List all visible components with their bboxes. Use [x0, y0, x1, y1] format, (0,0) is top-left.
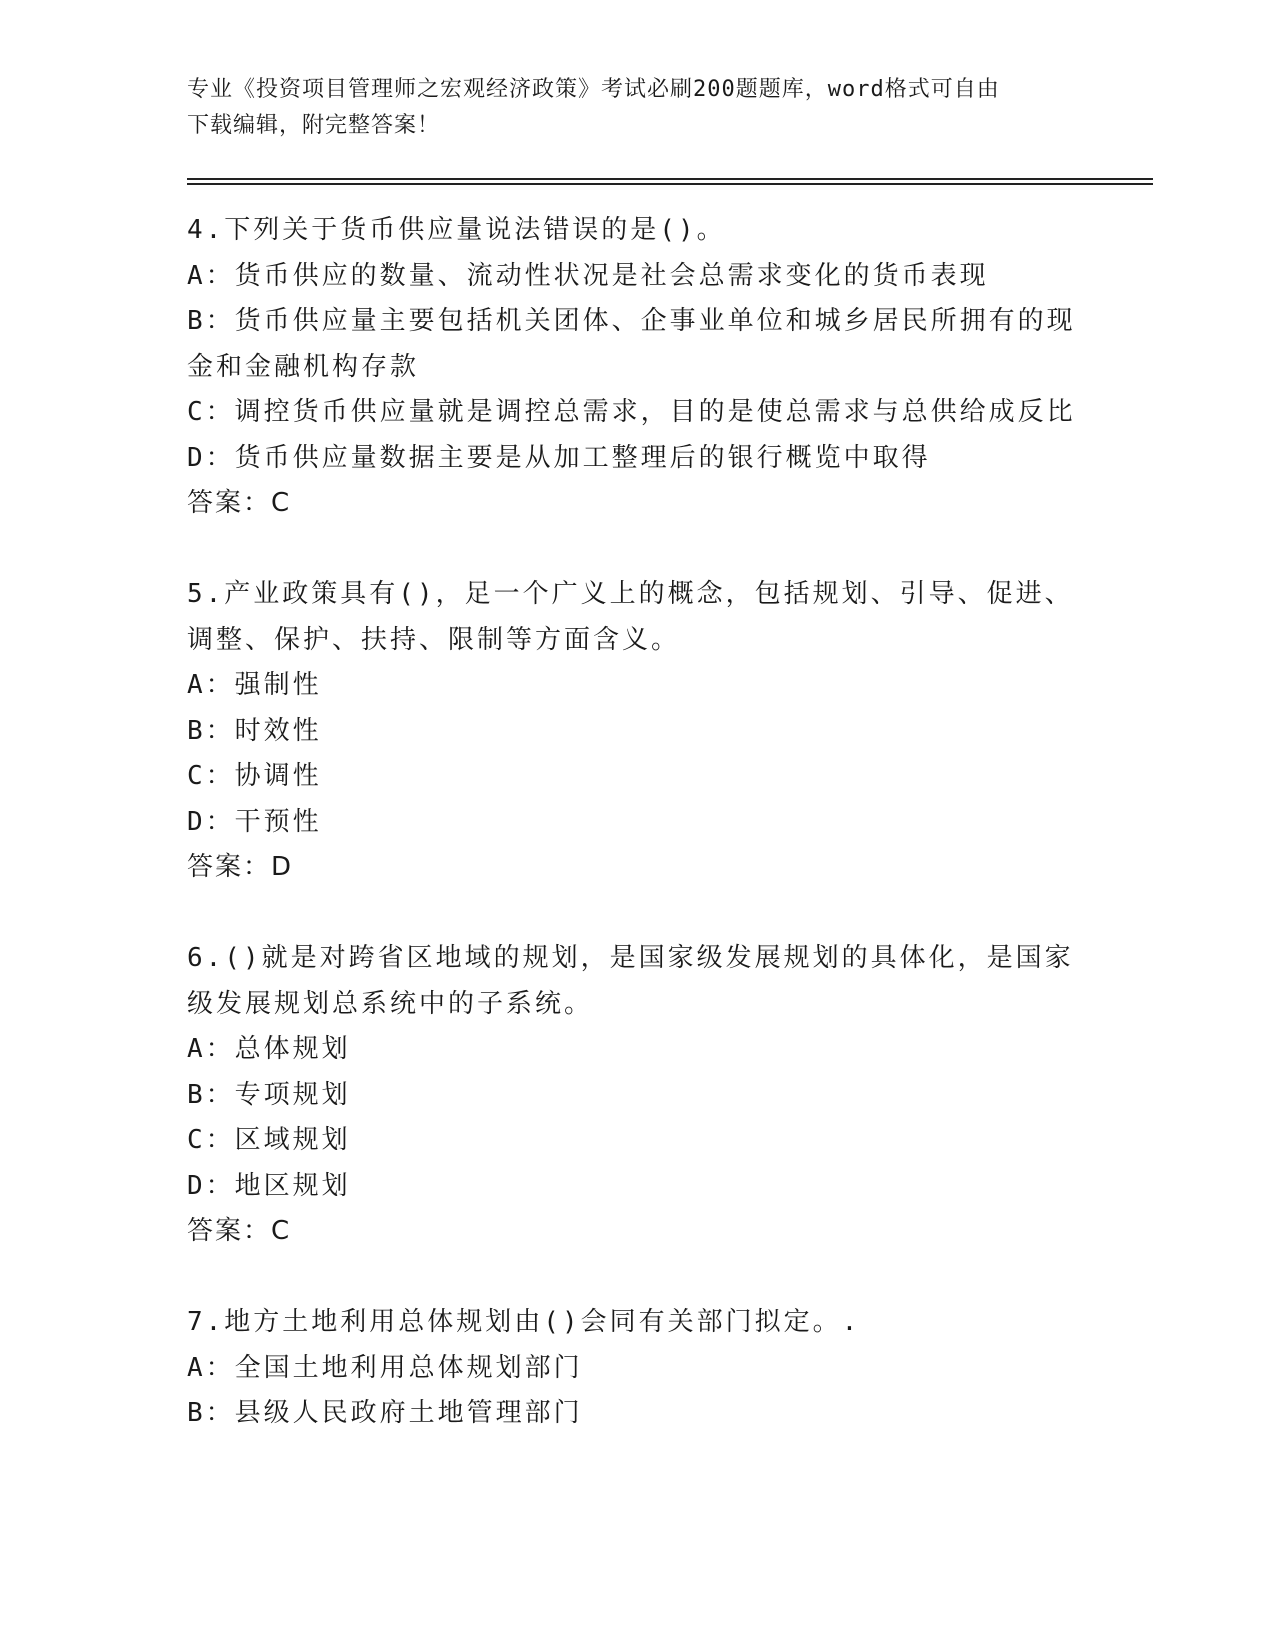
option-a: A：强制性 [187, 670, 322, 700]
option-c: C：协调性 [187, 761, 322, 791]
option-a: A：全国土地利用总体规划部门 [187, 1352, 583, 1383]
question-stem: 4.下列关于货币供应量说法错误的是()。 [187, 215, 726, 245]
question-4 [187, 208, 1087, 527]
question-7 [187, 1300, 1087, 1437]
question-list [187, 208, 1087, 1482]
header-divider-top [187, 178, 1153, 180]
option-a: A：总体规划 [187, 1034, 351, 1064]
option-c: C：区域规划 [187, 1125, 351, 1155]
option-d: D：干预性 [187, 806, 322, 837]
option-b: B：专项规划 [187, 1079, 351, 1110]
document-header [187, 72, 1087, 144]
question-stem-continued: 级发展规划总系统中的子系统。 [187, 988, 594, 1019]
question-stem: 7.地方土地利用总体规划由()会同有关部门拟定。. [187, 1307, 861, 1337]
answer: 答案：C [187, 1216, 292, 1246]
option-d: D：货币供应量数据主要是从加工整理后的银行概览中取得 [187, 442, 931, 473]
option-b: B：县级人民政府土地管理部门 [187, 1398, 583, 1428]
header-line-1: 专业《投资项目管理师之宏观经济政策》考试必刷200题题库，word格式可自由 [187, 77, 1000, 102]
option-b: B：时效性 [187, 715, 322, 746]
option-b-continued: 金和金融机构存款 [187, 351, 420, 382]
option-c: C：调控货币供应量就是调控总需求，目的是使总需求与总供给成反比 [187, 397, 1076, 427]
header-line-2: 下载编辑，附完整答案！ [187, 113, 441, 138]
question-6 [187, 936, 1087, 1255]
option-d: D：地区规划 [187, 1170, 351, 1201]
answer: 答案：C [187, 488, 292, 518]
question-stem: 5.产业政策具有()，足一个广义上的概念，包括规划、引导、促进、 [187, 579, 1074, 609]
option-b: B：货币供应量主要包括机关团体、企事业单位和城乡居民所拥有的现 [187, 306, 1076, 336]
header-divider-bottom [187, 183, 1153, 185]
option-a: A：货币供应的数量、流动性状况是社会总需求变化的货币表现 [187, 260, 989, 291]
answer: 答案：D [187, 852, 294, 882]
question-stem: 6.()就是对跨省区地域的规划，是国家级发展规划的具体化，是国家 [187, 943, 1074, 973]
question-stem-continued: 调整、保护、扶持、限制等方面含义。 [187, 624, 681, 655]
question-5 [187, 572, 1087, 891]
